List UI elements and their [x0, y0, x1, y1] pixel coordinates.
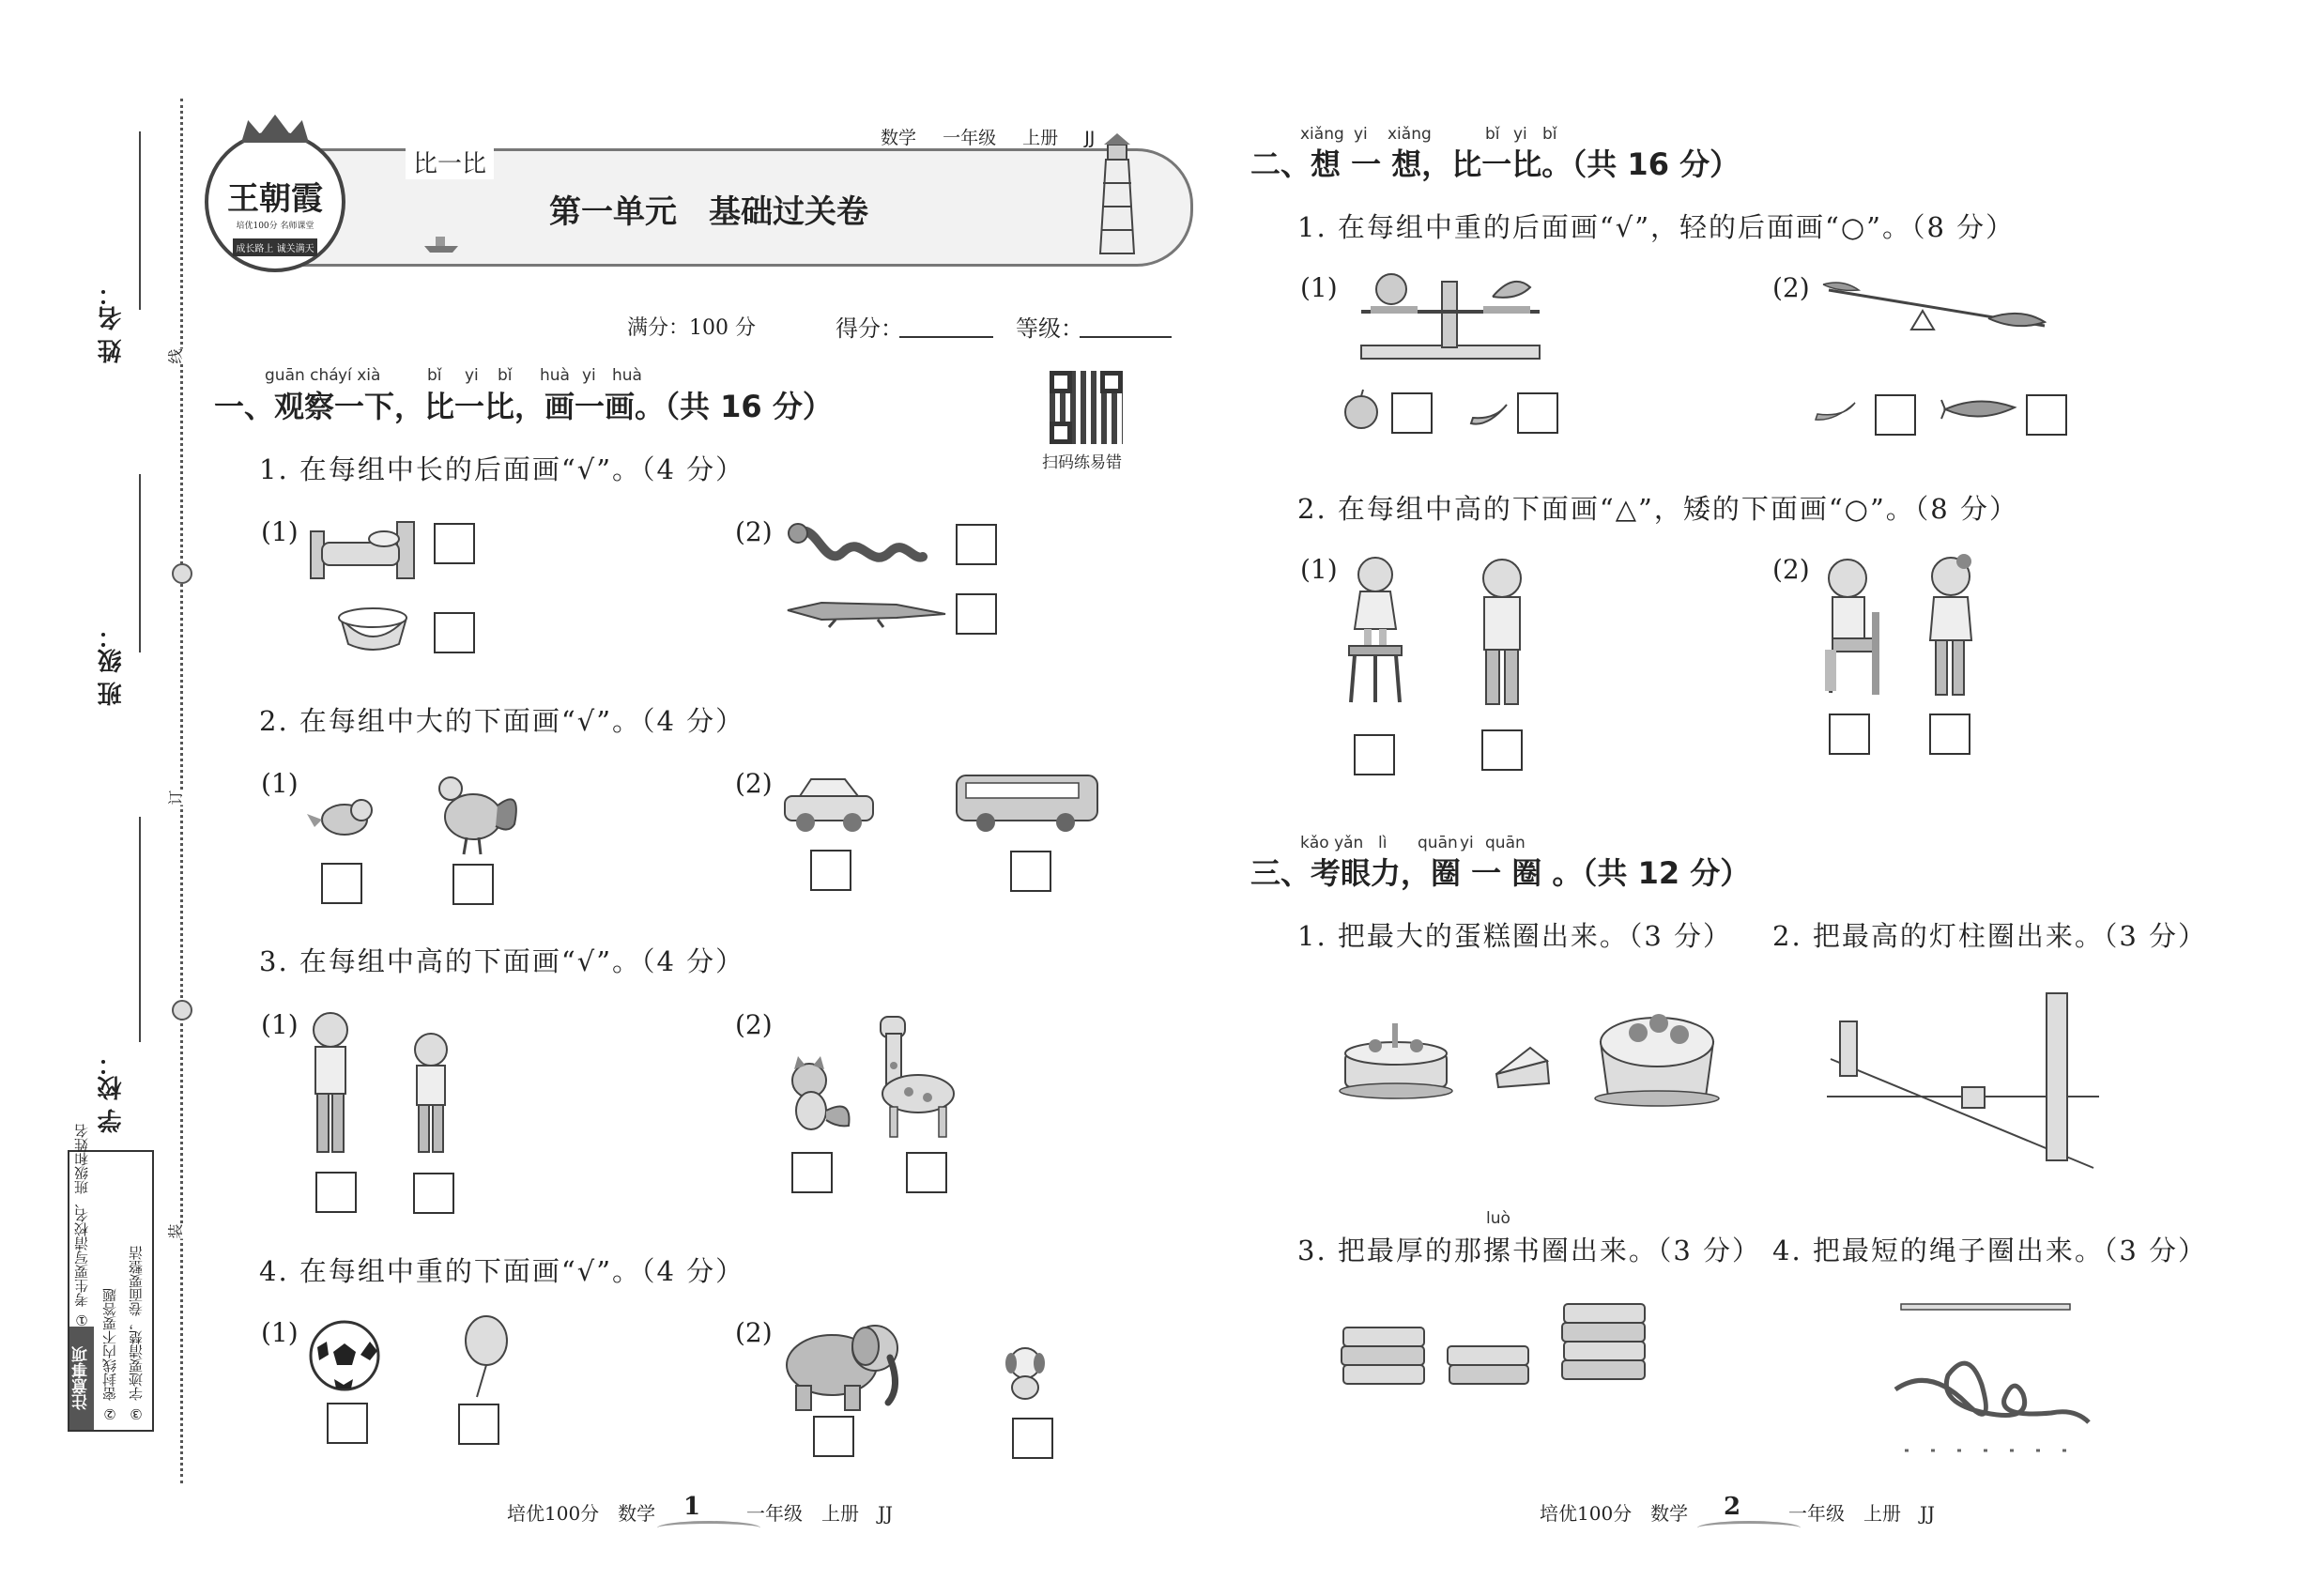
name-label: 姓 名：	[98, 282, 126, 364]
group-label: (2)	[1772, 554, 1810, 585]
school-label: 学 校：	[98, 1051, 126, 1134]
soccer-ball-icon	[308, 1319, 381, 1392]
group-label: (1)	[1300, 272, 1338, 303]
school-blank-line	[139, 817, 141, 1042]
group-label: (2)	[1772, 272, 1810, 303]
answer-box[interactable]	[315, 1172, 357, 1213]
answer-box[interactable]	[956, 593, 997, 635]
pinyin: lì	[1378, 834, 1388, 852]
balloon-icon	[460, 1314, 512, 1399]
answer-box[interactable]	[1517, 392, 1558, 434]
name-blank-line	[139, 131, 141, 310]
cake-large-icon	[1591, 995, 1723, 1108]
seal-dot	[172, 1000, 192, 1021]
footer-prefix: 培优100分 数学	[1540, 1502, 1689, 1525]
brand-logo	[205, 131, 345, 272]
pinyin: quān	[1485, 834, 1526, 852]
group-label: (1)	[1300, 554, 1338, 585]
bird-icon	[305, 793, 380, 848]
ropes-icon	[1892, 1300, 2093, 1455]
cut-mark-ding: 订	[164, 790, 186, 805]
answer-box[interactable]	[2026, 394, 2067, 436]
car-icon	[779, 772, 878, 836]
pinyin: yi	[1354, 125, 1368, 144]
light-poles-icon	[1821, 984, 2103, 1172]
qr-code[interactable]	[1050, 371, 1123, 444]
pinyin: yi	[1513, 125, 1527, 144]
page-number: 2	[1724, 1493, 1741, 1521]
pinyin: quān	[1418, 834, 1458, 852]
footer-prefix: 培优100分 数学	[507, 1502, 656, 1525]
ship-icon	[422, 233, 460, 253]
question-2-2: 2. 在每组中高的下面画“△”，矮的下面画“○”。（8 分）	[1297, 493, 2018, 525]
meta-grade: 一年级	[943, 128, 997, 148]
standing-girl-icon	[1915, 554, 1986, 699]
meta-edition: JJ	[1084, 128, 1096, 148]
footer-suffix: 一年级 上册 JJ	[746, 1502, 894, 1525]
answer-box[interactable]	[1481, 729, 1523, 771]
rooster-icon	[424, 768, 523, 857]
question-2-1: 1. 在每组中重的后面画“√”，轻的后面画“○”。（8 分）	[1297, 211, 2016, 243]
pinyin: bǐ	[498, 366, 513, 385]
pinyin: huà	[612, 366, 642, 385]
cut-mark-line: 线	[164, 348, 186, 363]
apple-icon	[1342, 390, 1380, 431]
book-stack-tall-icon	[1558, 1300, 1652, 1394]
pinyin: guān chá	[265, 366, 339, 385]
lighthouse-icon	[1089, 131, 1145, 258]
balance-scale-icon	[1352, 263, 1549, 366]
pinyin: bǐ	[1542, 125, 1557, 144]
answer-box[interactable]	[452, 864, 494, 905]
seesaw-icon	[1819, 277, 2054, 338]
cradle-icon	[333, 599, 413, 655]
answer-box[interactable]	[327, 1403, 368, 1444]
pinyin: luò	[1486, 1209, 1510, 1228]
elephant-icon	[777, 1312, 904, 1414]
pinyin: yi	[465, 366, 479, 385]
fox-icon	[779, 1056, 854, 1133]
bed-icon	[305, 514, 422, 580]
answer-box[interactable]	[906, 1152, 947, 1193]
answer-box[interactable]	[1929, 714, 1970, 755]
header-tab: 比一比	[406, 145, 494, 179]
section-2-title: 二、想 一 想，比一比。（共 16 分）	[1250, 146, 1740, 182]
answer-box[interactable]	[813, 1416, 854, 1457]
bus-icon	[953, 770, 1103, 836]
question-3-1: 1. 把最大的蛋糕圈出来。（3 分）	[1297, 920, 1733, 952]
answer-box[interactable]	[1875, 394, 1916, 436]
class-label: 班 级：	[98, 624, 126, 707]
group-label: (2)	[735, 1317, 773, 1348]
question-1-1: 1. 在每组中长的后面画“√”。（4 分）	[259, 453, 745, 485]
notice-item: ③ 字迹要清楚，卷面要整洁	[128, 1246, 145, 1422]
puppy-icon	[1003, 1344, 1048, 1401]
group-label: (1)	[261, 1009, 299, 1040]
grade-input[interactable]	[1080, 336, 1172, 338]
page-number: 1	[683, 1493, 701, 1521]
sitting-girl-icon	[1812, 556, 1901, 697]
short-boy-icon	[406, 1031, 457, 1158]
answer-box[interactable]	[321, 863, 362, 904]
answer-box[interactable]	[1354, 734, 1395, 775]
tall-boy-icon	[302, 1009, 359, 1159]
notice-box	[68, 1124, 154, 1432]
crocodile-icon	[784, 591, 948, 629]
brand-slogan: 成长路上 诚关满天	[233, 238, 317, 256]
brand-tagline: 培优100分 名师课堂	[236, 222, 314, 231]
question-1-2: 2. 在每组中大的下面画“√”。（4 分）	[259, 705, 745, 737]
answer-box[interactable]	[434, 523, 475, 564]
carrot-icon	[1941, 392, 2016, 424]
group-label: (1)	[261, 516, 299, 547]
crown-icon	[241, 115, 309, 143]
answer-box[interactable]	[791, 1152, 833, 1193]
cake-slice-icon	[1493, 1042, 1554, 1091]
group-label: (1)	[261, 768, 299, 799]
book-stack-small-icon	[1444, 1341, 1533, 1392]
group-label: (2)	[735, 768, 773, 799]
question-3-2: 2. 把最高的灯柱圈出来。（3 分）	[1772, 920, 2208, 952]
seal-dot	[172, 563, 192, 584]
pinyin: huà	[540, 366, 570, 385]
answer-box[interactable]	[1010, 851, 1051, 892]
boy-icon	[1469, 556, 1535, 711]
group-label: (2)	[735, 516, 773, 547]
answer-box[interactable]	[956, 524, 997, 565]
question-1-4: 4. 在每组中重的下面画“√”。（4 分）	[259, 1255, 745, 1287]
brand-name: 王朝霞	[227, 180, 323, 218]
pinyin: xiǎng	[1388, 125, 1432, 144]
question-3-4: 4. 把最短的绳子圈出来。（3 分）	[1772, 1235, 2208, 1266]
giraffe-icon	[862, 1009, 965, 1141]
cake-medium-icon	[1338, 1016, 1455, 1100]
full-score: 满分：100 分	[627, 316, 756, 340]
answer-box[interactable]	[1012, 1418, 1053, 1459]
answer-box[interactable]	[434, 612, 475, 653]
section-1-title: 一、观察一下，比一比，画一画。（共 16 分）	[214, 389, 833, 424]
section-3-title: 三、考眼力，圈 一 圈 。（共 12 分）	[1250, 855, 1751, 891]
girl-on-stool-icon	[1338, 554, 1413, 704]
pinyin: yi	[582, 366, 596, 385]
group-label: (1)	[261, 1317, 299, 1348]
qr-caption: 扫码练易错	[1042, 453, 1122, 472]
grade-label: 等级：	[1016, 315, 1083, 342]
group-label: (2)	[735, 1009, 773, 1040]
header-meta	[881, 124, 1095, 149]
pinyin: xiǎng	[1300, 125, 1344, 144]
answer-box[interactable]	[458, 1404, 499, 1445]
notice-title: 注意事项	[69, 1327, 94, 1430]
score-input[interactable]	[899, 336, 993, 338]
pinyin: yi	[1460, 834, 1474, 852]
question-1-3: 3. 在每组中高的下面画“√”。（4 分）	[259, 945, 745, 977]
pinyin: yí xià	[338, 366, 381, 385]
meta-subject: 数学	[881, 128, 917, 148]
score-label: 得分：	[836, 315, 903, 342]
footer-swoosh	[1697, 1521, 1801, 1535]
pinyin: bǐ	[427, 366, 442, 385]
cut-mark-zhuang: 装	[164, 1223, 186, 1238]
answer-box[interactable]	[810, 850, 851, 891]
question-3-3: 3. 把最厚的那摞书圈出来。（3 分）	[1297, 1235, 1762, 1266]
footer-swoosh	[657, 1521, 760, 1535]
pinyin: kǎo yǎn	[1300, 834, 1364, 852]
notice-item: ② 密封线内不要答题	[101, 1288, 118, 1422]
book-stack-medium-icon	[1338, 1322, 1432, 1392]
class-blank-line	[139, 474, 141, 652]
footer-suffix: 一年级 上册 JJ	[1788, 1502, 1936, 1525]
notice-item: ① 考生要写清校名、班级和姓名	[73, 1124, 90, 1328]
pinyin: bǐ	[1485, 125, 1500, 144]
snake-icon	[787, 514, 926, 580]
meta-volume: 上册	[1022, 128, 1059, 148]
answer-box[interactable]	[413, 1173, 454, 1214]
chili-icon	[1812, 399, 1857, 425]
banana-icon	[1469, 399, 1509, 429]
page-title: 第一单元 基础过关卷	[549, 193, 868, 231]
answer-box[interactable]	[1829, 714, 1870, 755]
answer-box[interactable]	[1391, 392, 1433, 434]
